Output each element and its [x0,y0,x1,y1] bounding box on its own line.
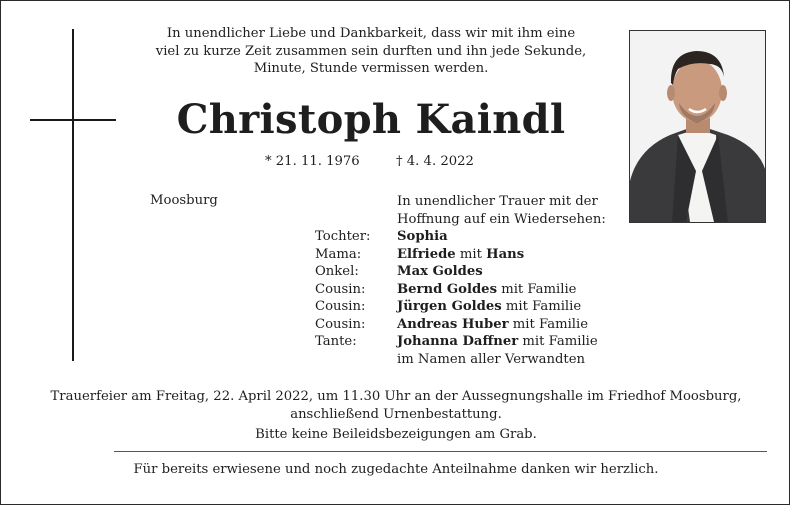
mourner-role: Onkel: [315,264,359,279]
mourner-entry [397,228,448,246]
mourner-suffix: mit Familie [501,299,582,314]
mourner-name: Jürgen Goldes [397,299,502,314]
mourner-entry [397,298,581,316]
mourner-row [315,298,598,316]
mourners-trailer: im Namen aller Verwandten [397,351,586,367]
mourner-role: Cousin: [315,281,366,297]
intro-line: In unendlicher Liebe und Dankbarkeit, dass wir mit ihm eine [166,26,576,41]
birth-date: * 21. 11. 1976 [265,154,360,169]
intro-text [131,25,611,78]
mourner-name: Hans [486,246,525,262]
mourner-entry [397,333,598,351]
mourner-name: Sophia [397,229,448,244]
mourner-role: Cousin: [315,316,366,332]
deceased-name: Christoph Kaindl [176,96,566,143]
funeral-line: anschließend Urnenbestattung. [290,406,502,422]
mourner-entry [397,316,588,334]
cross-horizontal-bar [30,119,116,121]
mourners-list [315,228,598,368]
funeral-info [11,388,781,423]
death-date: † 4. 4. 2022 [396,154,474,169]
mourning-text [397,193,606,228]
portrait-photo [629,30,766,223]
cross-vertical-bar [72,29,74,361]
mourner-role: Cousin: [315,299,366,314]
portrait-illustration [630,31,765,222]
mourner-suffix: mit Familie [518,334,598,349]
mourner-suffix: mit [455,246,487,262]
mourner-entry [397,263,483,281]
mourner-suffix: mit Familie [508,316,589,332]
mourning-line: In unendlicher Trauer mit der [397,194,598,209]
mourning-line: Hoffnung auf ein Wiedersehen: [397,211,606,227]
mourner-entry [397,246,524,264]
mourner-row [315,333,598,351]
mourner-name: Andreas Huber [397,316,509,332]
mourner-row [315,316,598,334]
mourner-name: Max Goldes [397,264,483,279]
mourner-suffix: mit Familie [497,281,577,297]
mourner-name: Bernd Goldes [397,281,497,297]
mourner-row [315,263,598,281]
mourner-entry [397,281,577,299]
intro-line: viel zu kurze Zeit zusammen sein durften und ihn jede Sekunde, [155,43,587,59]
no-condolences-note: Bitte keine Beileidsbezeigungen am Grab. [255,427,537,442]
mourner-row [315,246,598,264]
mourner-role: Tochter: [315,229,371,244]
mourner-name: Elfriede [397,246,456,262]
residence-place: Moosburg [150,193,218,208]
mourner-role: Tante: [315,334,357,349]
mourner-row [315,281,598,299]
divider-line [114,451,767,452]
thanks-note: Für bereits erwiesene und noch zugedachte Anteilnahme danken wir herzlich. [133,462,659,477]
mourner-role: Mama: [315,246,362,262]
funeral-line: Trauerfeier am Freitag, 22. April 2022, um 11.30 Uhr an der Aussegnungshalle im Friedhof Moosburg, [50,389,742,404]
intro-line: Minute, Stunde vermissen werden. [253,61,489,76]
mourner-row [315,228,598,246]
mourner-name: Johanna Daffner [397,334,519,349]
